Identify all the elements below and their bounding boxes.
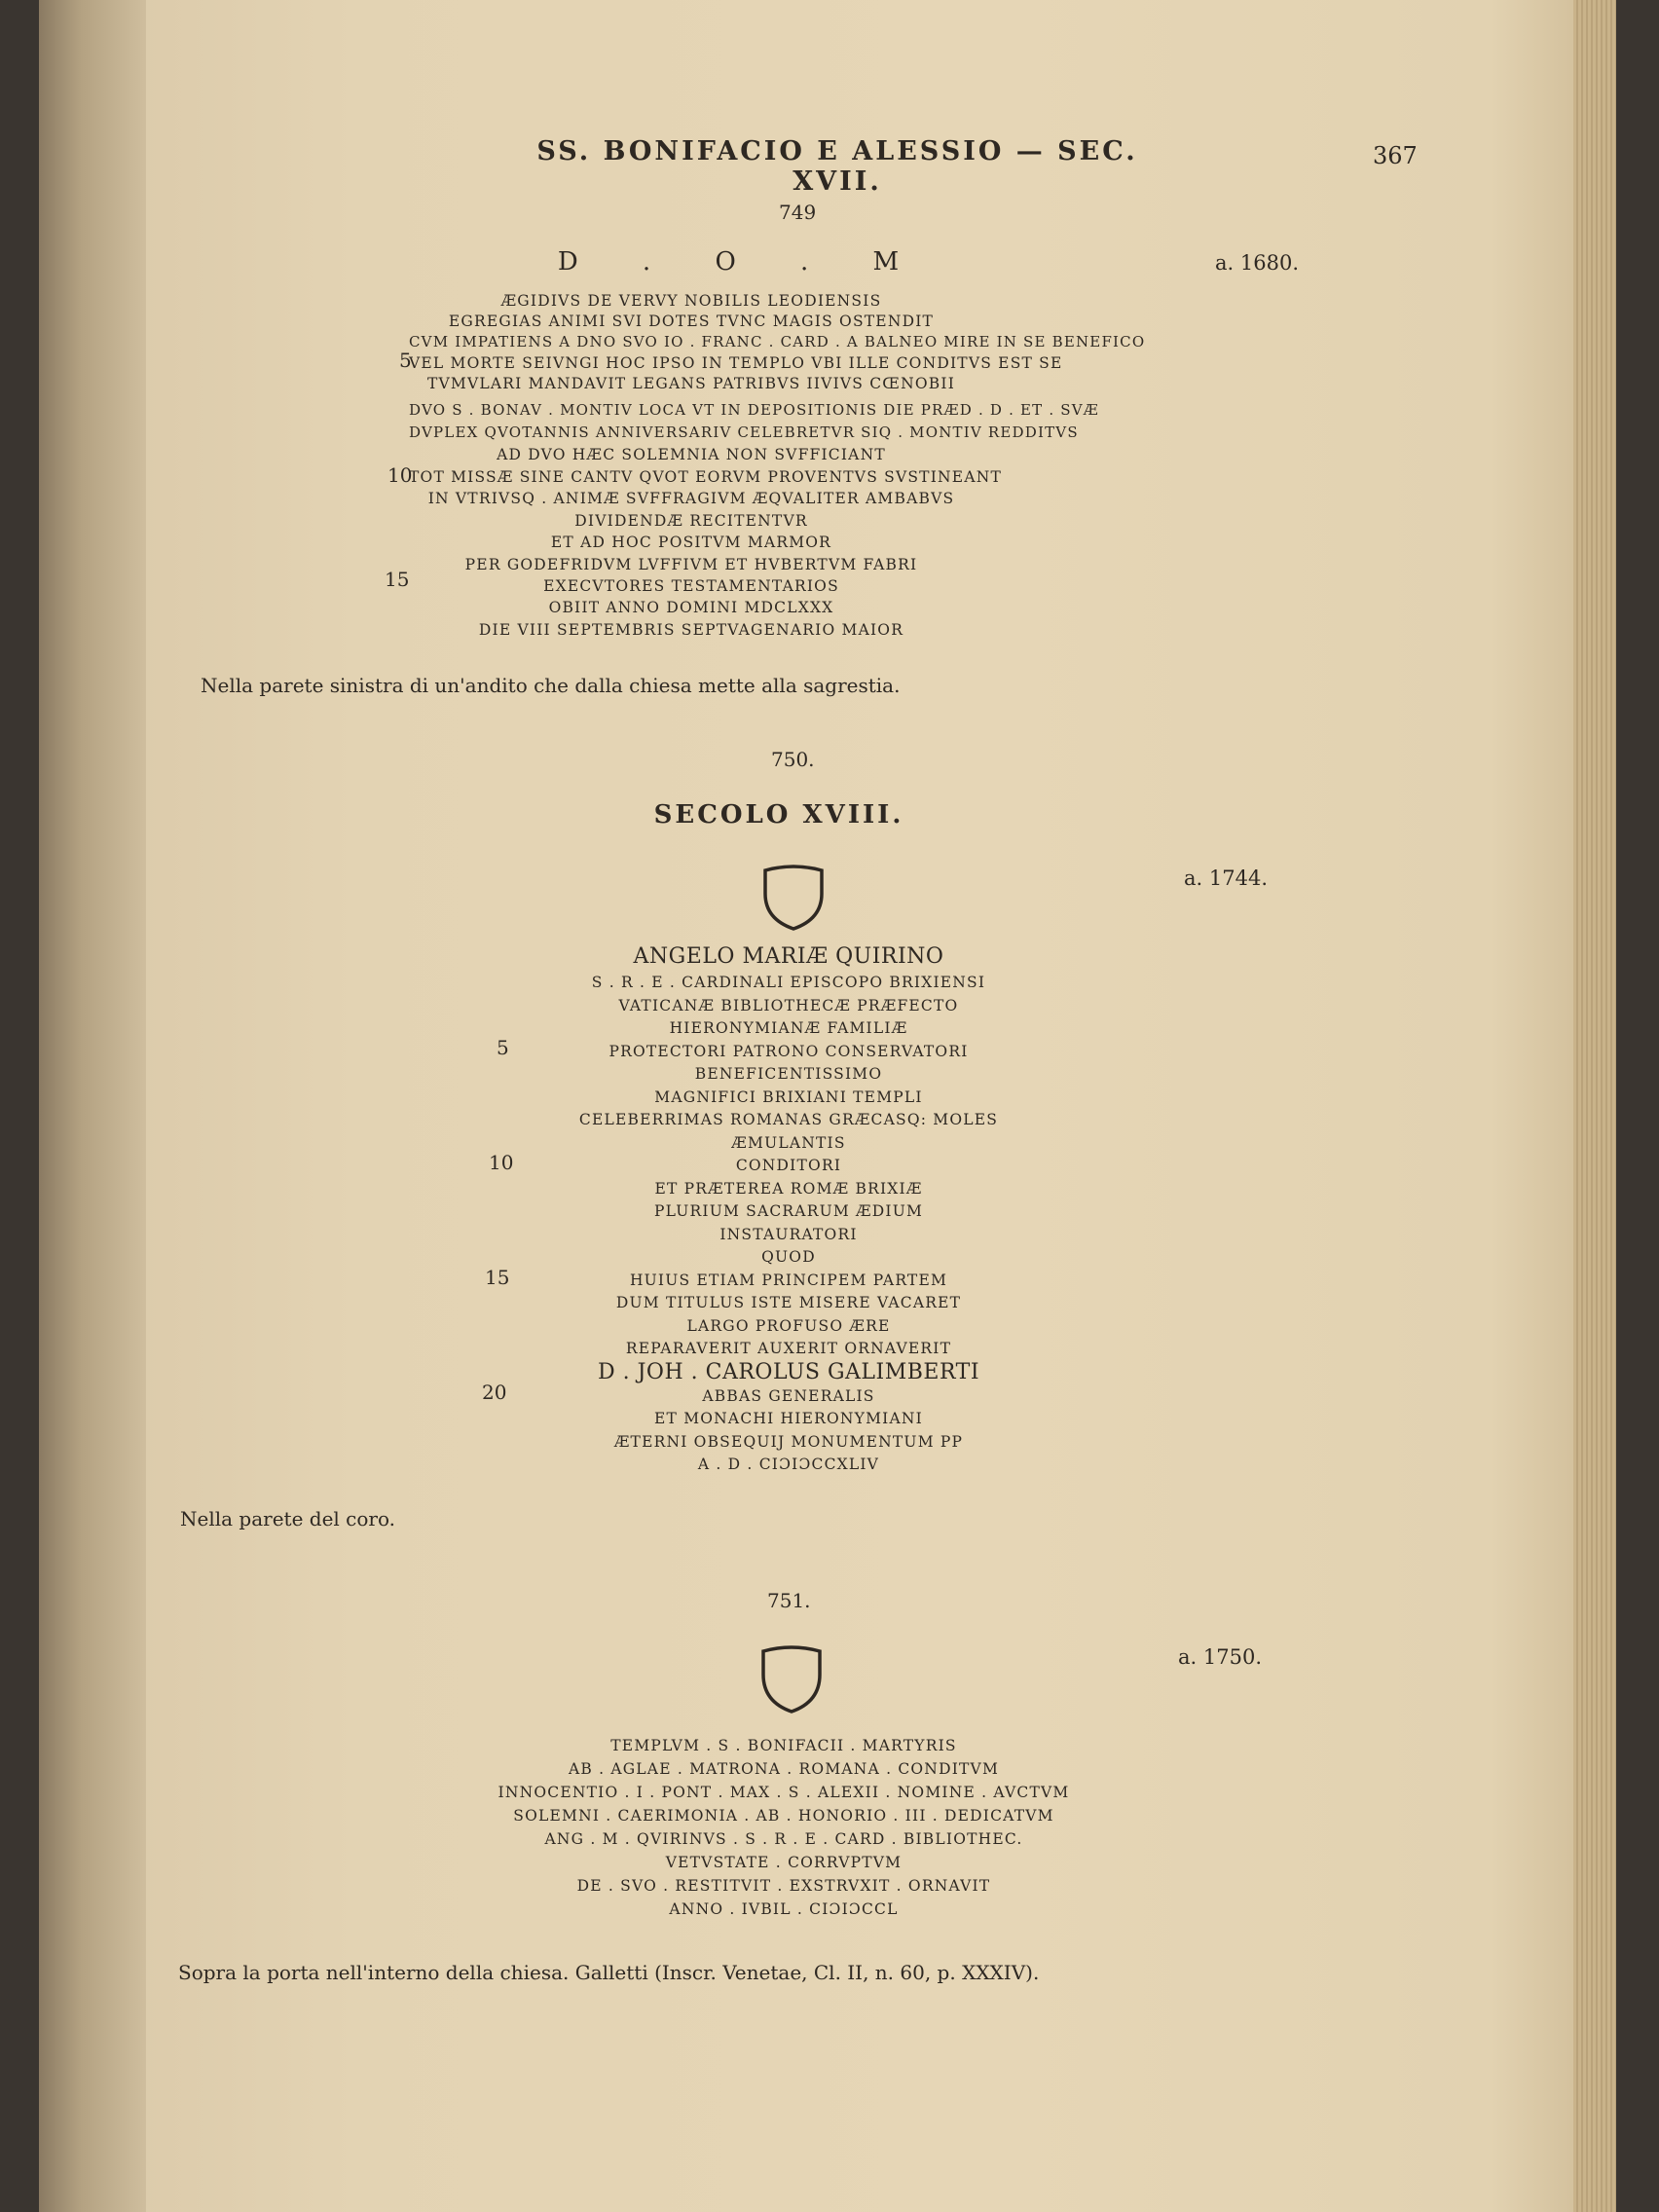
entry-750-caption: Nella parete del coro.	[180, 1507, 396, 1530]
book-page	[39, 0, 1616, 2212]
inscription-line: LARGO PROFUSO ÆRE	[686, 1317, 891, 1335]
line-number: 15	[385, 568, 410, 591]
inscription-line: ABBAS GENERALIS	[702, 1387, 875, 1405]
inscription-line: ANG . M . QVIRINVS . S . R . E . CARD . BIBLIOTHEC.	[544, 1830, 1023, 1848]
inscription-line: D . JOH . CAROLUS GALIMBERTI	[597, 1360, 980, 1384]
inscription-line: DVPLEX QVOTANNIS ANNIVERSARIV CELEBRETVR SIQ . MONTIV REDDITVS	[409, 424, 1079, 441]
line-number: 10	[489, 1151, 514, 1174]
inscription-line: EGREGIAS ANIMI SVI DOTES TVNC MAGIS OSTENDIT	[448, 313, 935, 330]
inscription-line: ÆGIDIVS DE VERVY NOBILIS LEODIENSIS	[500, 292, 882, 310]
inscription-line: A . D . CIƆIƆCCXLIV	[697, 1456, 880, 1473]
page-edge-stack	[1573, 0, 1616, 2212]
inscription-line: ANNO . IVBIL . CIƆIƆCCL	[669, 1900, 899, 1918]
inscription-line: EXECVTORES TESTAMENTARIOS	[543, 577, 839, 595]
inscription-line: CVM IMPATIENS A DNO SVO IO . FRANC . CARD . A BALNEO MIRE IN SE BENEFICO	[409, 333, 1146, 350]
inscription-line: ÆTERNI OBSEQUIJ MONUMENTUM PP	[613, 1433, 964, 1451]
inscription-line: VETVSTATE . CORRVPTVM	[665, 1854, 903, 1871]
entry-749-caption: Nella parete sinistra di un'andito che dalla chiesa mette alla sagrestia.	[201, 674, 901, 697]
inscription-line: ÆMULANTIS	[731, 1134, 846, 1152]
inscription-line: AD DVO HÆC SOLEMNIA NON SVFFICIANT	[497, 446, 886, 463]
inscription-line: DIE VIII SEPTEMBRIS SEPTVAGENARIO MAIOR	[478, 621, 904, 639]
entry-751-number: 751.	[767, 1589, 811, 1612]
inscription-line: MAGNIFICI BRIXIANI TEMPLI	[654, 1088, 923, 1106]
inscription-line: ET PRÆTEREA ROMÆ BRIXIÆ	[654, 1180, 923, 1198]
inscription-line: ET AD HOC POSITVM MARMOR	[550, 534, 832, 551]
inscription-line: CONDITORI	[735, 1157, 842, 1174]
entry-750-date: a. 1744.	[1184, 866, 1268, 890]
section-title: SECOLO XVIII.	[653, 800, 904, 830]
inscription-line: HIERONYMIANÆ FAMILIÆ	[669, 1019, 908, 1037]
page-number: 367	[1373, 142, 1418, 169]
page-gutter-shadow	[39, 0, 146, 2212]
line-number: 15	[485, 1266, 510, 1289]
inscription-line: SOLEMNI . CAERIMONIA . AB . HONORIO . III . DEDICATVM	[513, 1807, 1054, 1825]
inscription-line: TVMVLARI MANDAVIT LEGANS PATRIBVS IIVIVS CŒNOBII	[426, 375, 956, 392]
inscription-line: DVO S . BONAV . MONTIV LOCA VT IN DEPOSITIONIS DIE PRÆD . D . ET . SVÆ	[409, 401, 1099, 419]
inscription-line: BENEFICENTISSIMO	[694, 1065, 883, 1083]
inscription-line: ET MONACHI HIERONYMIANI	[654, 1410, 923, 1427]
line-number: 5	[497, 1036, 509, 1059]
entry-751-date: a. 1750.	[1178, 1645, 1262, 1669]
entry-751-caption: Sopra la porta nell'interno della chiesa. Galletti (Inscr. Venetae, Cl. II, n. 60, p. XXXIV).	[178, 1961, 1040, 1984]
entry-749-date: a. 1680.	[1215, 251, 1299, 275]
entry-749-dom: D . O . M	[557, 247, 903, 276]
line-number: 5	[399, 349, 412, 372]
line-number: 20	[482, 1381, 507, 1404]
inscription-line: CELEBERRIMAS ROMANAS GRÆCASQ: MOLES	[578, 1111, 999, 1128]
inscription-line: DIVIDENDÆ RECITENTVR	[574, 512, 808, 530]
inscription-line: AB . AGLAE . MATRONA . ROMANA . CONDITVM	[568, 1760, 1000, 1778]
running-header-title: SS. BONIFACIO E ALESSIO — SEC. XVII.	[536, 136, 1138, 197]
inscription-line: VATICANÆ BIBLIOTHECÆ PRÆFECTO	[618, 997, 959, 1014]
inscription-line: PROTECTORI PATRONO CONSERVATORI	[608, 1043, 969, 1060]
inscription-line: PLURIUM SACRARUM ÆDIUM	[653, 1202, 924, 1220]
coat-of-arms-icon	[759, 1645, 824, 1715]
inscription-line: REPARAVERIT AUXERIT ORNAVERIT	[625, 1340, 952, 1357]
inscription-line: QUOD	[761, 1248, 816, 1266]
inscription-line: VEL MORTE SEIVNGI HOC IPSO IN TEMPLO VBI ILLE CONDITVS EST SE	[409, 354, 1063, 372]
inscription-line: IN VTRIVSQ . ANIMÆ SVFFRAGIVM ÆQVALITER AMBABVS	[427, 490, 955, 507]
inscription-line: TOT MISSÆ SINE CANTV QVOT EORVM PROVENTVS SVSTINEANT	[409, 468, 1003, 486]
inscription-line: PER GODEFRIDVM LVFFIVM ET HVBERTVM FABRI	[464, 556, 918, 573]
inscription-line: DE . SVO . RESTITVIT . EXSTRVXIT . ORNAVIT	[576, 1877, 991, 1895]
inscription-line: DUM TITULUS ISTE MISERE VACARET	[615, 1294, 962, 1311]
inscription-line: TEMPLVM . S . BONIFACII . MARTYRIS	[610, 1737, 957, 1754]
coat-of-arms-icon	[761, 865, 826, 933]
line-number: 10	[387, 463, 413, 487]
entry-750-number: 750.	[771, 748, 815, 771]
inscription-line: S . R . E . CARDINALI EPISCOPO BRIXIENSI	[591, 974, 986, 991]
inscription-line: INSTAURATORI	[719, 1226, 858, 1243]
inscription-line: OBIIT ANNO DOMINI MDCLXXX	[548, 599, 834, 616]
inscription-line: ANGELO MARIÆ QUIRINO	[633, 944, 944, 969]
inscription-line: HUIUS ETIAM PRINCIPEM PARTEM	[629, 1272, 948, 1289]
entry-749-number: 749	[779, 201, 817, 224]
inscription-line: INNOCENTIO . I . PONT . MAX . S . ALEXII . NOMINE . AVCTVM	[498, 1784, 1070, 1801]
